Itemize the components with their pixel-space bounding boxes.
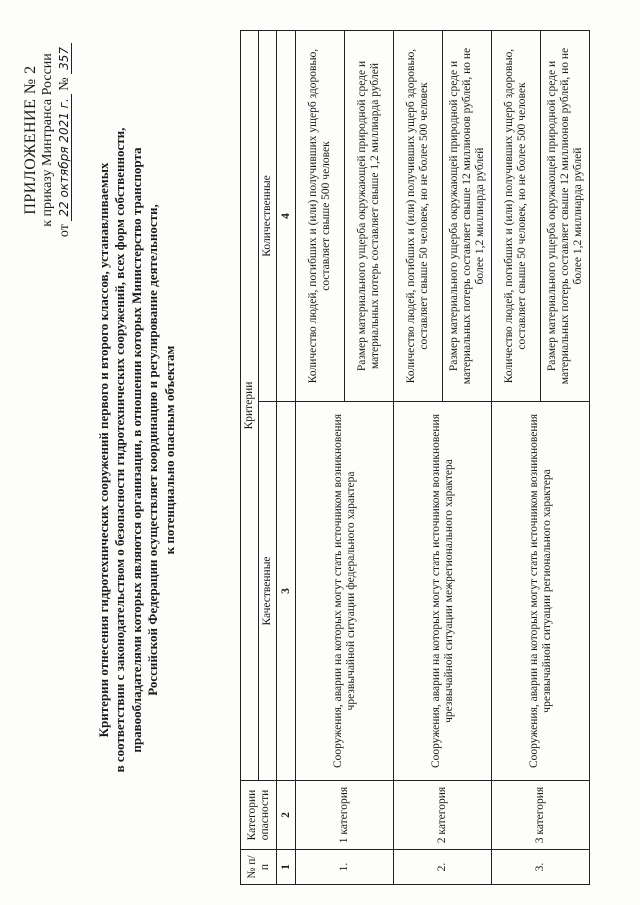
index-cell: 4 xyxy=(277,31,296,402)
row-qualitative: Сооружения, аварии на которых могут стать источником возникновения чрезвычайной ситуации федерального характера xyxy=(296,402,394,781)
header-category: Категории опасности xyxy=(241,781,277,850)
row-number: 1. xyxy=(296,850,394,885)
row-quantitative: Количество людей, погибших и (или) получивших ущерб здоровью, составляет свыше 500 человек xyxy=(296,31,345,402)
subheader-row xyxy=(259,31,277,885)
title-line: к потенциально опасным объектам xyxy=(161,345,177,555)
annex-date: 22 октября 2021 г. xyxy=(57,94,72,220)
header-quantitative: Количественные xyxy=(259,31,277,402)
row-category: 1 категория xyxy=(296,781,394,850)
annex-header xyxy=(22,15,73,265)
title-line: Российской Федерации осуществляет координацию и регулирование деятельности, xyxy=(145,204,161,696)
header-number: № п/п xyxy=(241,850,277,885)
index-cell: 1 xyxy=(277,850,296,885)
annex-from-label: от xyxy=(57,224,72,238)
table-row xyxy=(492,31,541,885)
row-qualitative: Сооружения, аварии на которых могут стать источником возникновения чрезвычайной ситуации межрегионального характера xyxy=(394,402,492,781)
row-quantitative: Размер материального ущерба окружающей природной среде и материальных потерь составляет свыше 12 миллионов рублей, но не более 1,2 миллиарда рублей xyxy=(541,31,590,402)
criteria-table xyxy=(240,30,590,885)
row-category: 2 категория xyxy=(394,781,492,850)
title-line: в соответствии с законодательством о безопасности гидротехнических сооружений, всех форм собственности, xyxy=(112,127,128,773)
row-number: 3. xyxy=(492,850,590,885)
document-title xyxy=(96,55,178,845)
annex-number: 357 xyxy=(57,43,72,74)
annex-order-line: к приказу Минтранса России xyxy=(40,53,55,227)
header-row xyxy=(241,31,259,885)
header-criteria: Критерии xyxy=(241,31,259,781)
title-line: правообладателями которых являются организации, в отношении которых Министерство транспорта xyxy=(128,147,144,753)
row-quantitative: Количество людей, погибших и (или) получивших ущерб здоровью, составляет свыше 50 человек, но не более 500 человек xyxy=(394,31,443,402)
row-number: 2. xyxy=(394,850,492,885)
row-quantitative: Количество людей, погибших и (или) получивших ущерб здоровью, составляет свыше 50 человек, но не более 500 человек xyxy=(492,31,541,402)
index-cell: 2 xyxy=(277,781,296,850)
table-row xyxy=(296,31,345,885)
annex-date-line xyxy=(56,15,73,265)
index-row xyxy=(277,31,296,885)
index-cell: 3 xyxy=(277,402,296,781)
table-row xyxy=(394,31,443,885)
header-qualitative: Качественные xyxy=(259,402,277,781)
annex-title: ПРИЛОЖЕНИЕ № 2 xyxy=(22,65,39,215)
annex-no-label: № xyxy=(57,77,72,91)
row-quantitative: Размер материального ущерба окружающей природной среде и материальных потерь составляет свыше 1,2 миллиарда рублей xyxy=(345,31,394,402)
row-qualitative: Сооружения, аварии на которых могут стать источником возникновения чрезвычайной ситуации регионального характера xyxy=(492,402,590,781)
title-line: Критерии отнесения гидротехнических сооружений первого и второго классов, устанавливаемых xyxy=(96,162,111,738)
row-category: 3 категория xyxy=(492,781,590,850)
row-quantitative: Размер материального ущерба окружающей природной среде и материальных потерь составляет свыше 12 миллионов рублей, но не более 1,2 миллиарда рублей xyxy=(443,31,492,402)
